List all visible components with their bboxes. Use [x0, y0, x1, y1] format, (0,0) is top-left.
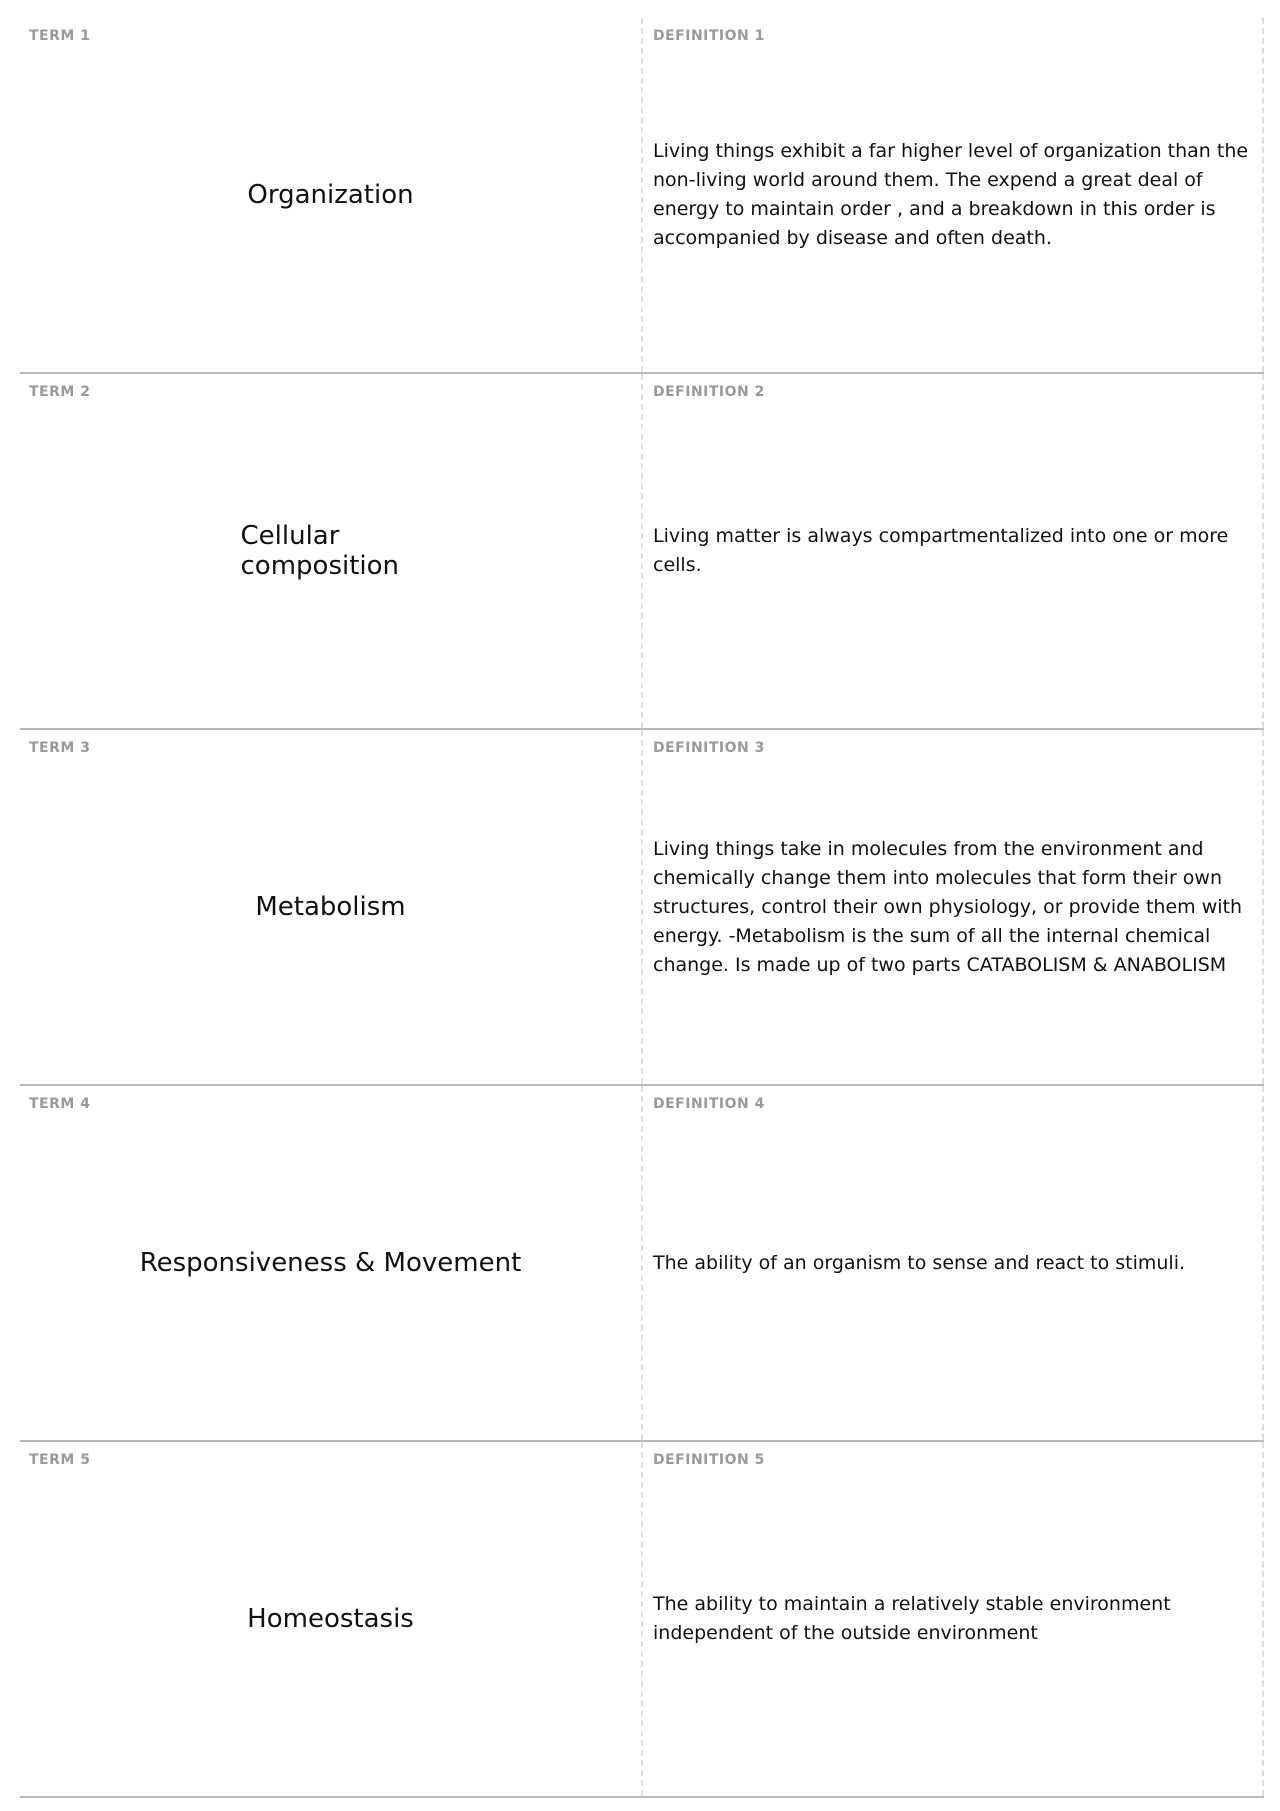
flashcard-row [20, 18, 1264, 374]
definition-label: DEFINITION 2 [653, 384, 765, 400]
flashcard-row [20, 730, 1264, 1086]
definition-text: The ability of an organism to sense and react to stimuli. [653, 1251, 1186, 1274]
term-text: Cellular composition [240, 521, 400, 581]
flashcard-sheet [20, 18, 1264, 1798]
term-text: Metabolism [255, 892, 406, 922]
term-label: TERM 3 [29, 740, 91, 756]
definition-cell [641, 1086, 1264, 1440]
definition-label: DEFINITION 4 [653, 1096, 765, 1112]
term-cell [20, 1442, 641, 1796]
definition-cell [641, 374, 1264, 728]
definition-text: Living things take in molecules from the environment and chemically change them into molecules that form their own structures, control their own physiology, or provide them with energy. -Metabolism is the sum of all the internal chemical change. Is made up of two parts CATABOLISM & ANABOLISM [653, 837, 1242, 976]
definition-label: DEFINITION 5 [653, 1452, 765, 1468]
term-label: TERM 1 [29, 28, 91, 44]
flashcard-row [20, 1086, 1264, 1442]
definition-label: DEFINITION 3 [653, 740, 765, 756]
term-text: Homeostasis [247, 1604, 414, 1634]
term-cell [20, 730, 641, 1084]
term-label: TERM 4 [29, 1096, 91, 1112]
definition-text: Living matter is always compartmentalized into one or more cells. [653, 525, 1229, 576]
definition-text: The ability to maintain a relatively stable environment independent of the outside environment [653, 1593, 1171, 1644]
definition-cell [641, 1442, 1264, 1796]
definition-cell [641, 730, 1264, 1084]
flashcard-row [20, 374, 1264, 730]
term-cell [20, 18, 641, 372]
term-text: Responsiveness & Movement [139, 1248, 522, 1278]
definition-label: DEFINITION 1 [653, 28, 765, 44]
term-cell [20, 1086, 641, 1440]
term-label: TERM 2 [29, 384, 91, 400]
definition-text: Living things exhibit a far higher level of organization than the non-living world around them. The expend a great deal of energy to maintain order , and a breakdown in this order is accompanied by disease and often death. [653, 140, 1249, 249]
definition-cell [641, 18, 1264, 372]
term-label: TERM 5 [29, 1452, 91, 1468]
term-cell [20, 374, 641, 728]
flashcard-row [20, 1442, 1264, 1798]
term-text: Organization [247, 180, 414, 210]
